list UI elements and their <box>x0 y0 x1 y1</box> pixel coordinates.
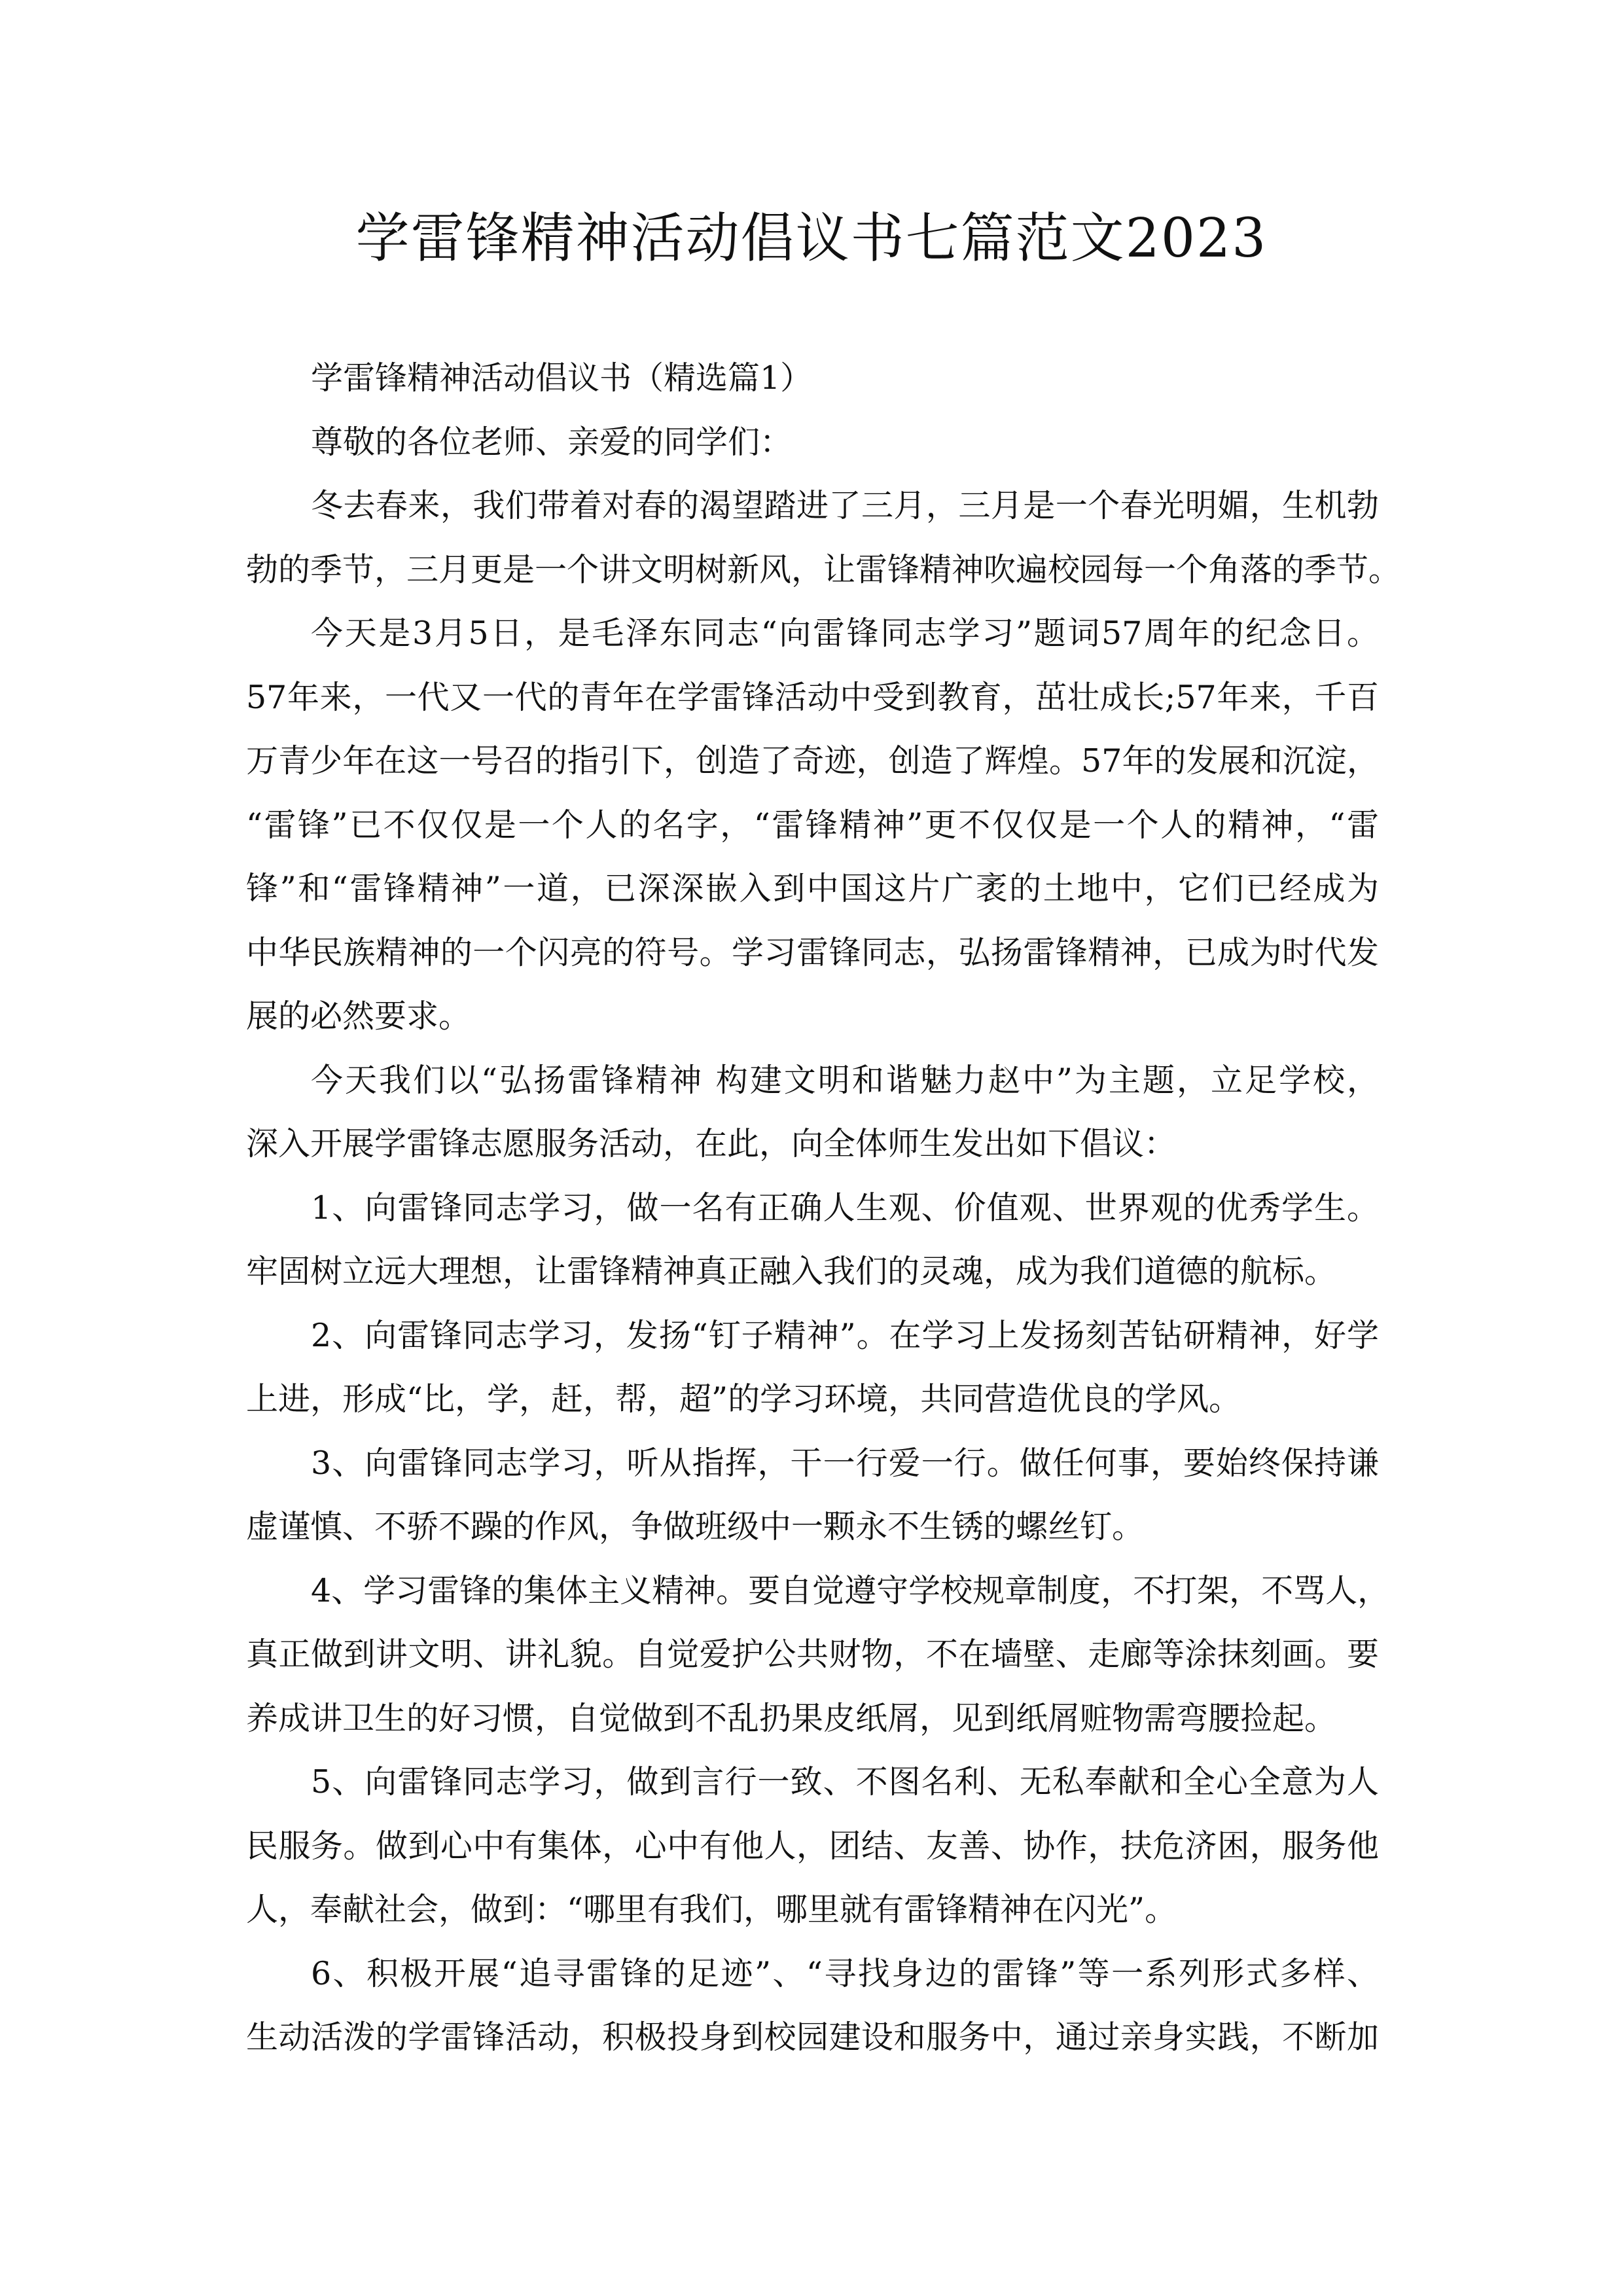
text-line: 57年来，一代又一代的青年在学雷锋活动中受到教育，茁壮成长;57年来，千百 <box>246 678 1379 716</box>
paragraph <box>246 601 1379 1049</box>
text-line: 牢固树立远大理想，让雷锋精神真正融入我们的灵魂，成为我们道德的航标。 <box>246 1253 1337 1290</box>
text-line: 生动活泼的学雷锋活动，积极投身到校园建设和服务中，通过亲身实践，不断加 <box>246 2018 1379 2056</box>
text-line: 民服务。做到心中有集体，心中有他人，团结、友善、协作，扶危济困，服务他 <box>246 1827 1379 1865</box>
text-line: 中华民族精神的一个闪亮的符号。学习雷锋同志，弘扬雷锋精神，已成为时代发 <box>246 933 1379 971</box>
paragraph <box>246 1750 1379 1942</box>
text-line: 今天是3月5日，是毛泽东同志“向雷锋同志学习”题词57周年的纪念日。 <box>311 615 1379 652</box>
text-line: 万青少年在这一号召的指引下，创造了奇迹，创造了辉煌。57年的发展和沉淀， <box>246 742 1379 780</box>
paragraph <box>246 346 1379 410</box>
text-line: 展的必然要求。 <box>246 997 471 1035</box>
paragraph <box>246 1049 1379 1176</box>
text-line: 勃的季节，三月更是一个讲文明树新风，让雷锋精神吹遍校园每一个角落的季节。 <box>246 550 1401 588</box>
text-line: 养成讲卫生的好习惯，自觉做到不乱扔果皮纸屑，见到纸屑赃物需弯腰捡起。 <box>246 1699 1337 1737</box>
text-line: 3、向雷锋同志学习，听从指挥，干一行爱一行。做任何事，要始终保持谦 <box>311 1444 1379 1482</box>
text-line: 冬去春来，我们带着对春的渴望踏进了三月，三月是一个春光明媚，生机勃 <box>311 487 1379 524</box>
text-line: 真正做到讲文明、讲礼貌。自觉爱护公共财物，不在墙壁、走廊等涂抹刻画。要 <box>246 1636 1379 1673</box>
text-line: 人，奉献社会，做到：“哪里有我们，哪里就有雷锋精神在闪光”。 <box>246 1891 1177 1928</box>
text-line: 锋”和“雷锋精神”一道，已深深嵌入到中国这片广袤的土地中，它们已经成为 <box>246 870 1379 907</box>
document-title: 学雷锋精神活动倡议书七篇范文2023 <box>355 207 1268 270</box>
document-body <box>246 346 1401 2070</box>
paragraph <box>246 410 1379 475</box>
text-line: 上进，形成“比，学，赶，帮，超”的学习环境，共同营造优良的学风。 <box>246 1380 1241 1418</box>
paragraph <box>246 474 1401 601</box>
text-line: 5、向雷锋同志学习，做到言行一致、不图名利、无私奉献和全心全意为人 <box>311 1763 1379 1801</box>
text-line: “雷锋”已不仅仅是一个人的名字，“雷锋精神”更不仅仅是一个人的精神，“雷 <box>246 806 1379 844</box>
text-line: 今天我们以“弘扬雷锋精神 构建文明和谐魅力赵中”为主题，立足学校， <box>311 1061 1379 1099</box>
paragraph <box>246 1559 1390 1751</box>
paragraph <box>246 1431 1379 1559</box>
paragraph <box>246 1942 1379 2070</box>
text-line: 1、向雷锋同志学习，做一名有正确人生观、价值观、世界观的优秀学生。 <box>311 1189 1379 1227</box>
text-line: 尊敬的各位老师、亲爱的同学们： <box>311 423 793 461</box>
text-line: 6、积极开展“追寻雷锋的足迹”、“寻找身边的雷锋”等一系列形式多样、 <box>311 1954 1379 1992</box>
text-line: 4、学习雷锋的集体主义精神。要自觉遵守学校规章制度，不打架，不骂人， <box>311 1571 1390 1609</box>
text-line: 2、向雷锋同志学习，发扬“钉子精神”。在学习上发扬刻苦钻研精神，好学 <box>311 1316 1379 1354</box>
text-line: 学雷锋精神活动倡议书（精选篇1） <box>311 359 813 397</box>
text-line: 深入开展学雷锋志愿服务活动，在此，向全体师生发出如下倡议： <box>246 1125 1177 1162</box>
paragraph <box>246 1304 1379 1431</box>
text-line: 虚谨慎、不骄不躁的作风，争做班级中一颗永不生锈的螺丝钉。 <box>246 1508 1145 1545</box>
paragraph <box>246 1176 1379 1304</box>
